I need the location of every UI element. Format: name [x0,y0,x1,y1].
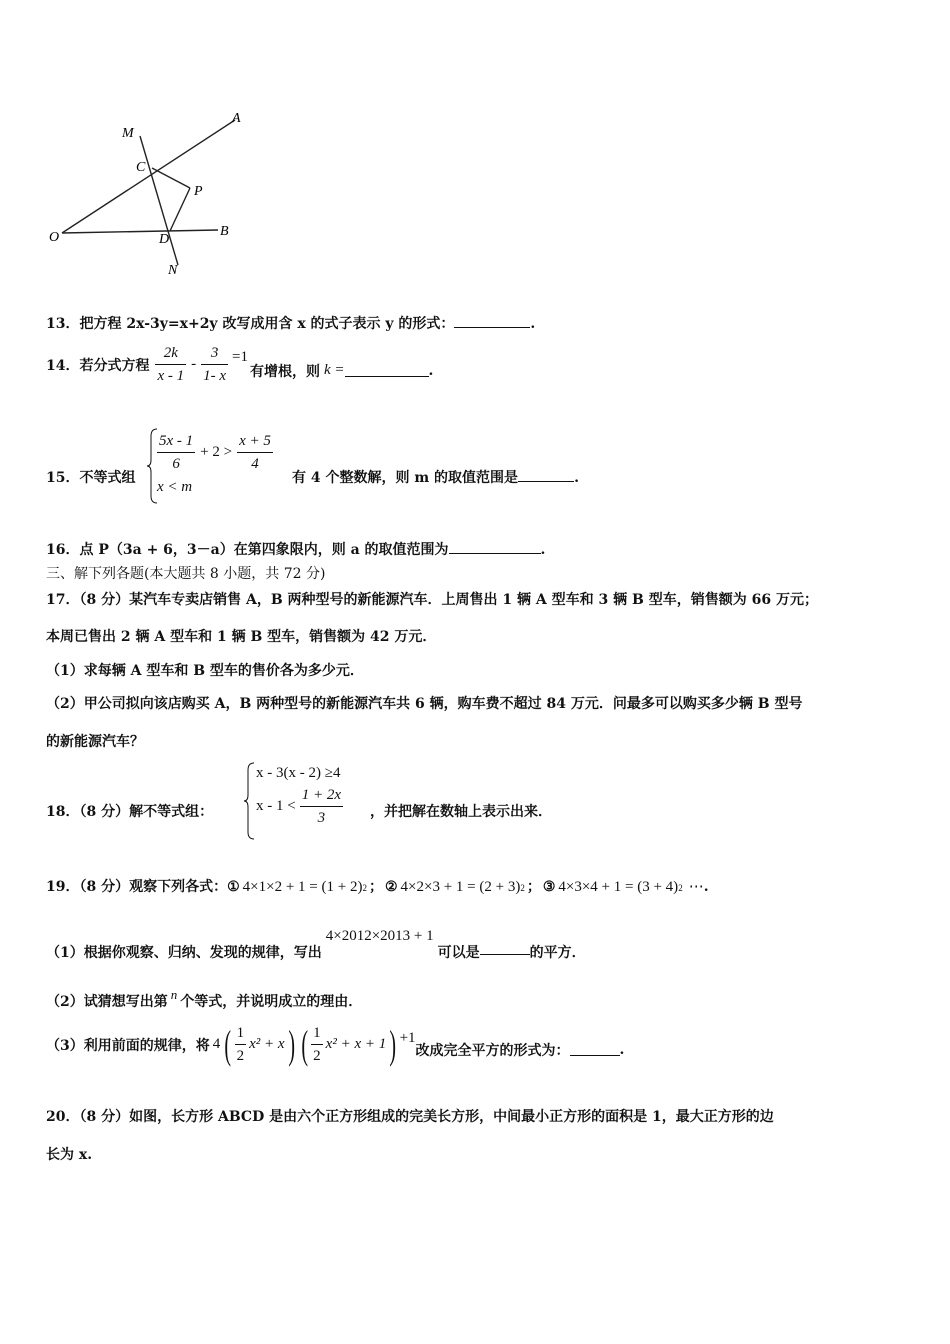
q19-end: . [703,879,709,895]
q19-sub3-inner-2: x² + x + 1 [325,1036,387,1052]
q19-sub3-answer-blank[interactable] [570,1043,620,1056]
q19-sub3-half2-den: 2 [313,1048,321,1064]
q19-sub3-half-1 [235,1022,247,1067]
q19-sub1-expression: 4×2012×2013 + 1 [325,928,434,944]
q19-eq1-exponent: 2 [362,883,367,893]
q15-answer-blank[interactable] [518,469,574,482]
q19-sub3-half2-num: 1 [311,1022,323,1045]
label-O: O [49,230,60,245]
q19-eq1: 4×1×2 + 1 = (1 + 2) [242,879,363,895]
q19-sub3-half1-num: 1 [235,1022,247,1045]
q19-sub3-lparen-2: ( [301,1021,308,1067]
q15-suffix: 有 4 个整数解，则 m 的取值范围是 [292,470,519,486]
q19-eq3: 4×3×4 + 1 = (3 + 4) [558,879,679,895]
q18-line2-left: x - 1 < [256,798,296,814]
question-13 [46,313,535,333]
label-P: P [194,184,203,199]
q15-frac1-numerator: 5x - 1 [157,430,195,453]
label-A: A [232,111,241,126]
q15-frac1-denominator: 6 [172,456,180,472]
q15-fraction-1 [157,430,195,475]
label-N: N [168,263,178,278]
q13-end: . [530,316,536,332]
q14-prefix: 14．若分式方程 [46,357,150,374]
q19-circle-1: ① [227,879,240,895]
q20-line1: 20．（8 分）如图，长方形 ABCD 是由六个正方形组成的完美长方形，中间最小正方形的面积是 1，最大正方形的边 [46,1109,774,1125]
q19-sub3-lparen-1: ( [224,1021,232,1067]
q19-eq3-exponent: 2 [678,883,683,893]
q19-sub3-half1-den: 2 [236,1048,245,1064]
q14-suffix: 有增根，则 [250,363,321,380]
label-D: D [159,232,170,247]
q14-frac1-numerator: 2k [155,342,186,365]
q15-frac2-denominator: 4 [251,456,259,472]
q17-line1: 17．（8 分）某汽车专卖店销售 A，B 两种型号的新能源汽车．上周售出 1 辆 A 型车和 3 辆 B 型车，销售额为 66 万元； [46,592,818,608]
section-3-title: 三、解下列各题(本大题共 8 小题，共 72 分) [46,566,326,582]
q15-mid: + 2 > [200,444,233,460]
label-M: M [122,126,134,141]
q14-frac1-denominator: x - 1 [157,368,185,384]
ray-OB [62,230,218,233]
q18-frac-denominator: 3 [317,810,326,826]
q14-fraction-1 [155,342,186,387]
q19-circle-3: ③ [542,879,556,895]
q13-answer-blank[interactable] [454,315,530,328]
q19-sub3-prefix: （3）利用前面的规律，将 [46,1037,210,1054]
q19-sub1 [46,928,586,962]
q18-system [256,765,343,829]
ray-OA [62,120,235,233]
q19-sub3-rparen-2: ) [389,1021,397,1067]
q18-suffix: ，并把解在数轴上表示出来． [370,804,552,820]
q16-end: . [540,542,546,558]
q19-prefix: 19．（8 分）观察下列各式： [46,879,228,895]
q16-text: 16．点 P（3a + 6，3－a）在第四象限内，则 a 的取值范围为 [46,542,449,558]
question-14 [46,342,433,387]
q13-text: 13．把方程 2x-3y=x+2y 改写成用含 x 的式子表示 y 的形式： [46,316,455,332]
q19-sub2-suffix: 个等式，并说明成立的理由． [180,994,363,1010]
q19-sub3-suffix: 改成完全平方的形式为： [415,1042,570,1059]
q18-prefix: 18．（8 分）解不等式组： [46,804,214,820]
q19-sep-1: ； [368,879,383,895]
q19-sub3-inner-1: x² + x [249,1036,285,1052]
q19-eq2-exponent: 2 [520,883,525,893]
q19-sub3-plus-one: +1 [399,1030,416,1046]
question-16 [46,539,545,559]
q15-prefix: 15．不等式组 [46,470,136,486]
q16-answer-blank[interactable] [449,541,541,554]
q20-line2: 长为 x. [46,1147,93,1163]
q19-sub1-answer-blank[interactable] [480,942,530,955]
q19-sub3 [46,1022,624,1067]
q18-brace [244,762,256,840]
q19-sub1-suffix: 可以是 [437,945,480,961]
q17-sub2-line1: （2）甲公司拟向该店购买 A，B 两种型号的新能源汽车共 6 辆，购车费不超过 84 万元．问最多可以购买多少辆 B 型号 [46,696,803,712]
q17-sub2-line2: 的新能源汽车？ [46,734,144,750]
q19-sub3-rparen-1: ) [287,1021,295,1067]
q14-frac2-numerator: 3 [201,342,228,365]
q15-line2: x < m [157,479,193,495]
q19-sub1-prefix: （1）根据你观察、归纳、发现的规律，写出 [46,945,322,961]
q14-minus: - [191,356,197,372]
q15-system [157,430,273,496]
q14-frac2-denominator: 1- x [203,368,227,384]
q19-sub1-end: 的平方． [529,945,586,961]
segment-CP [152,168,190,188]
question-19 [46,876,709,896]
q19-sub2 [46,987,362,1011]
q19-sub2-prefix: （2）试猜想写出第 [46,994,168,1010]
q15-end: . [574,470,579,486]
q14-answer-blank[interactable] [345,364,429,377]
q19-sub3-end: . [619,1041,625,1058]
q14-k-expression: k = [324,362,345,378]
q18-fraction [300,784,343,829]
q17-sub1: （1）求每辆 A 型车和 B 型车的售价各为多少元． [46,663,364,679]
label-B: B [220,224,229,239]
q14-fraction-2 [201,342,228,387]
q19-sub3-half-2 [311,1022,323,1067]
label-C: C [136,160,146,175]
q19-eq2: 4×2×3 + 1 = (2 + 3) [400,879,521,895]
q17-line2: 本周已售出 2 辆 A 型车和 1 辆 B 型车，销售额为 42 万元． [46,629,437,645]
q15-fraction-2 [237,430,273,475]
q19-sub3-four: 4 [212,1036,221,1052]
q18-frac-numerator: 1 + 2x [300,784,343,807]
geometry-figure [40,100,270,290]
q14-equals-one: =1 [232,349,249,365]
q19-ellipsis: ⋯ [688,879,704,895]
q14-end: . [428,362,434,379]
question-15-label [46,467,135,487]
q18-line1: x - 3(x - 2) ≥4 [256,765,341,781]
q19-sub2-n: n [170,987,178,1002]
q19-sep-2: ； [526,879,541,895]
segment-PD [170,188,190,231]
q19-circle-2: ② [384,879,398,895]
question-15-tail [292,467,579,487]
q15-frac2-numerator: x + 5 [237,430,273,453]
